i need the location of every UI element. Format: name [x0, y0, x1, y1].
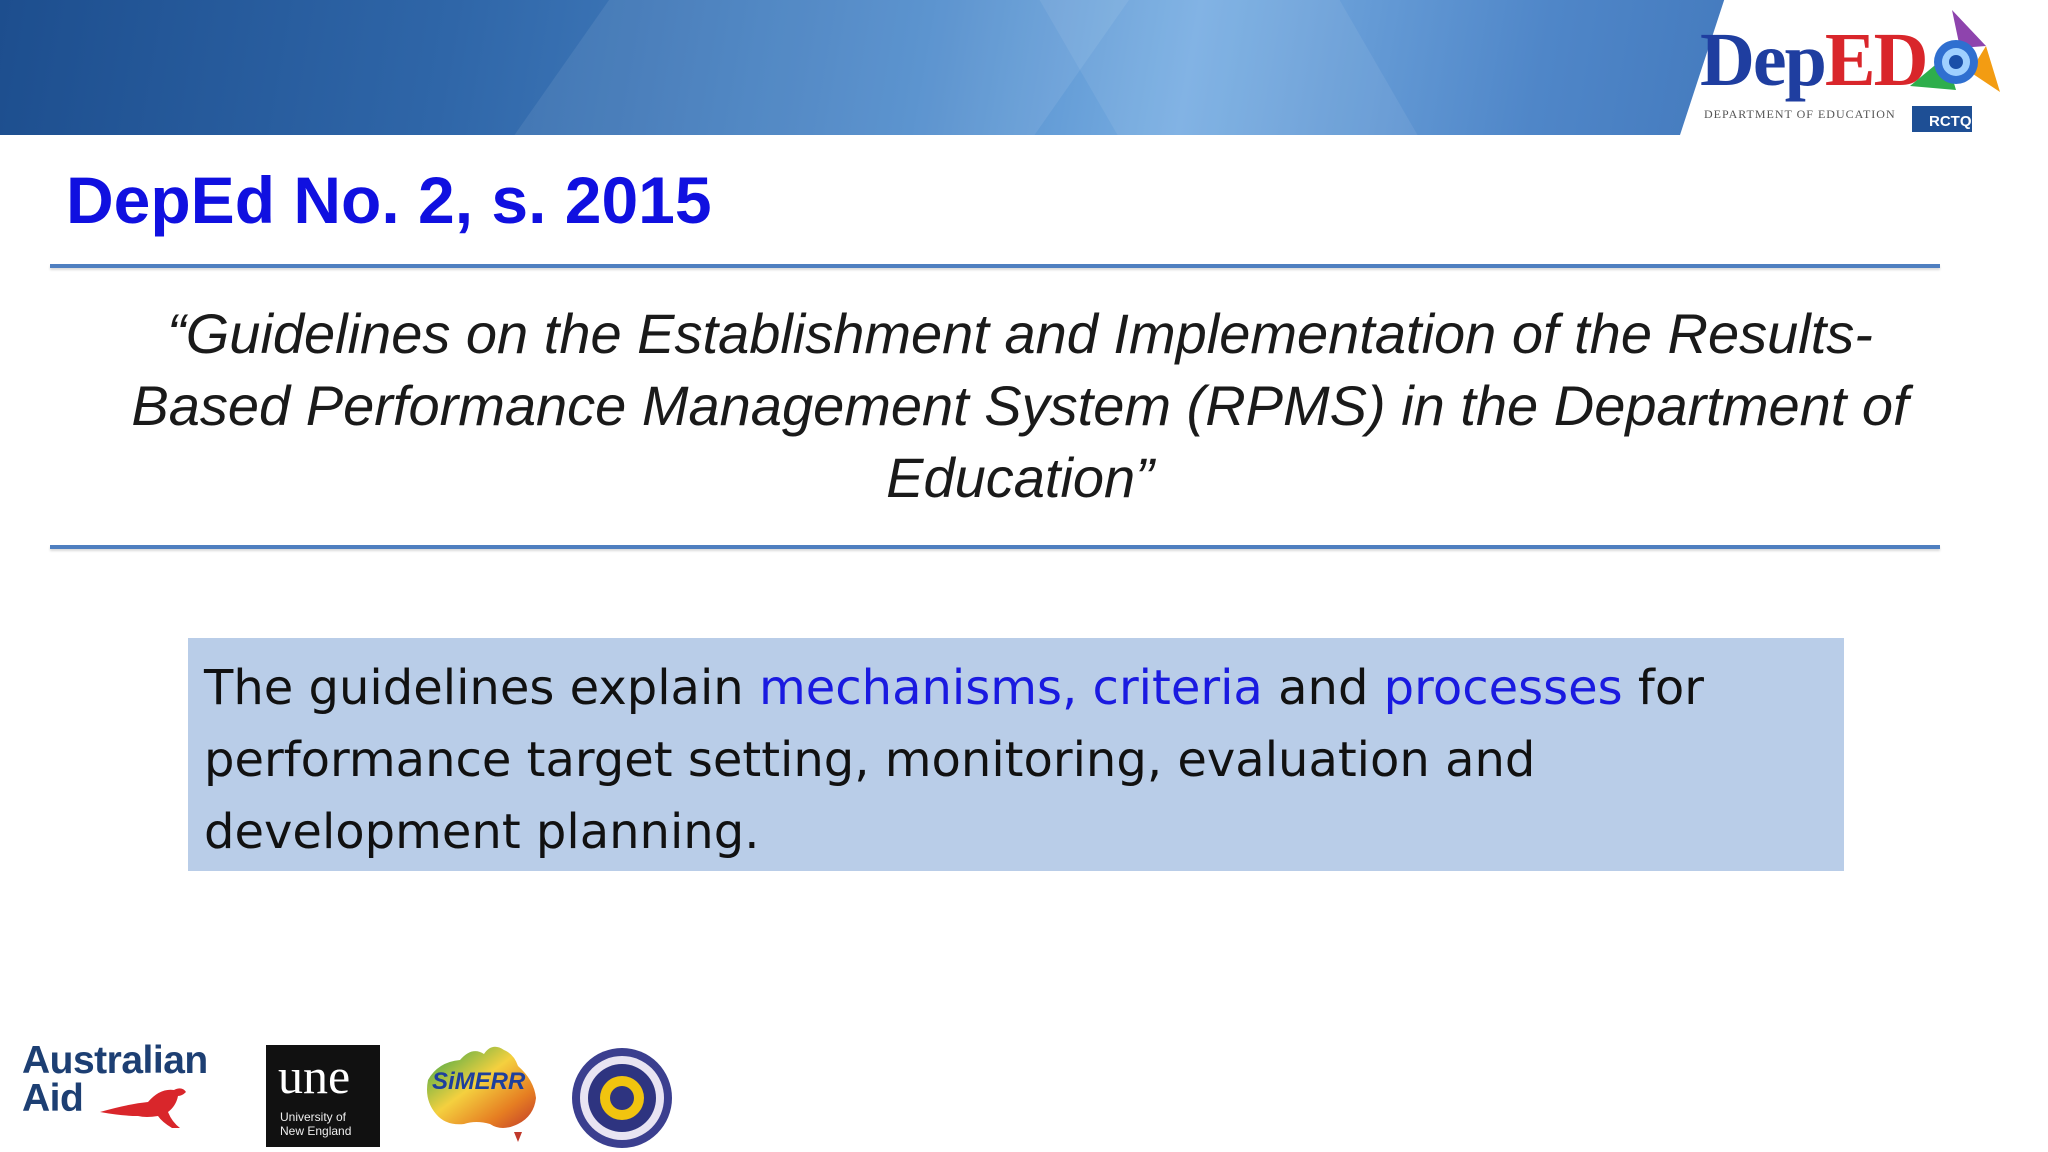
- callout-highlight: mechanisms, criteria: [758, 660, 1263, 716]
- callout-text: for performance target setting, monitoring, evaluation and development planning.: [204, 660, 1704, 860]
- university-seal-icon: [570, 1046, 674, 1150]
- rctq-label: RCTQ: [1929, 113, 1972, 130]
- divider-bottom: [50, 545, 1940, 549]
- callout-box: [188, 638, 1844, 871]
- guidelines-quote: “Guidelines on the Establishment and Implementation of the Results-Based Performance Management System (RPMS) in the Department of Education”: [131, 302, 1909, 509]
- kangaroo-icon: [98, 1082, 208, 1132]
- une-mark: une: [278, 1048, 351, 1104]
- callout-text: and: [1262, 660, 1384, 716]
- une-logo: [266, 1045, 380, 1147]
- australian-aid-line2: Aid: [22, 1077, 84, 1120]
- slide-title: DepEd No. 2, s. 2015: [66, 163, 712, 237]
- une-line2: New England: [280, 1124, 352, 1138]
- deped-logo-dep: Dep: [1700, 18, 1825, 102]
- une-line1: University of: [280, 1110, 347, 1124]
- banner-decoration: [1016, 0, 1443, 135]
- deped-logo-ed: ED: [1824, 18, 1927, 102]
- simerr-logo-text: SiMERR: [432, 1068, 526, 1095]
- deped-logo-subtitle: DEPARTMENT OF EDUCATION: [1704, 107, 1896, 121]
- callout-highlight: processes: [1383, 660, 1623, 716]
- divider-top: [50, 264, 1940, 268]
- rctq-logo-icon: [1900, 6, 2010, 106]
- une-name: [280, 1110, 351, 1138]
- deped-logo: [1700, 18, 1927, 102]
- callout-text: The guidelines explain: [204, 660, 759, 716]
- australian-aid-line1: Australian: [22, 1039, 208, 1082]
